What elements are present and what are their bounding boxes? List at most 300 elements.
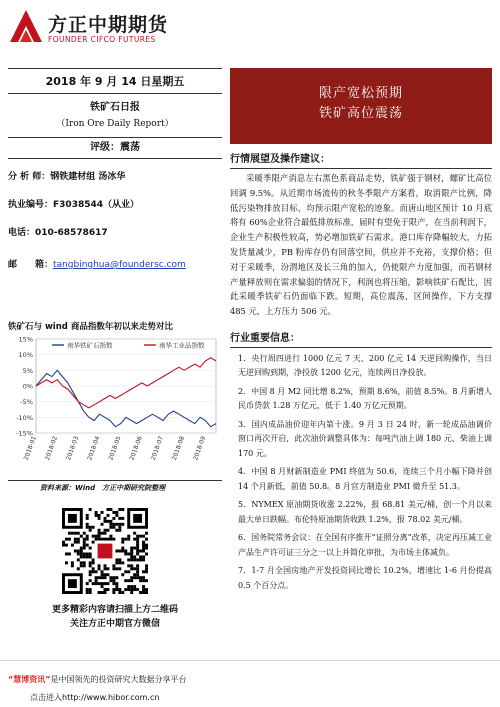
qr-module [89, 555, 92, 558]
qr-module [104, 517, 107, 520]
qr-module [101, 582, 104, 585]
qr-module [136, 564, 139, 567]
qr-module [104, 532, 107, 535]
qr-module [139, 555, 142, 558]
qr-module [86, 526, 89, 529]
qr-module [92, 561, 95, 564]
qr-module [83, 532, 86, 535]
qr-module [109, 523, 112, 526]
qr-module [133, 532, 136, 535]
qr-module [80, 535, 83, 538]
qr-module [98, 538, 101, 541]
qr-module [71, 561, 74, 564]
qr-module [98, 582, 101, 585]
right-column [230, 68, 492, 593]
qr-module [98, 576, 101, 579]
qr-module [98, 564, 101, 567]
qr-module [142, 588, 145, 591]
qr-module [142, 555, 145, 558]
qr-module [104, 588, 107, 591]
y-tick-label: 0% [22, 382, 33, 391]
qr-module [83, 538, 86, 541]
qr-module [89, 573, 92, 576]
qr-module [130, 585, 133, 588]
qr-module [145, 564, 148, 567]
company-name-en: FOUNDER CIFCO FUTURES [48, 35, 156, 44]
qr-module [106, 588, 109, 591]
qr-module [106, 529, 109, 532]
qr-module [80, 552, 83, 555]
qr-module [95, 576, 98, 579]
qr-module [92, 558, 95, 561]
qr-module [95, 514, 98, 517]
qr-module [133, 555, 136, 558]
qr-module [101, 591, 104, 594]
news-item: 7．1-7 月全国房地产开发投资同比增长 10.2%，增速比 1-6 月份提高 0.5 个百分点。 [238, 566, 492, 590]
qr-module [112, 538, 115, 541]
qr-module [109, 526, 112, 529]
x-tick-label: 2018-02 [43, 435, 60, 462]
qr-module [130, 579, 133, 582]
qr-module [139, 550, 142, 553]
qr-module [142, 547, 145, 550]
y-tick-label: -10% [16, 413, 33, 422]
x-tick-label: 2018-01 [22, 435, 38, 462]
comparison-chart [8, 333, 222, 463]
qr-module [83, 561, 86, 564]
qr-module [136, 570, 139, 573]
outlook-heading: 行情展望及操作建议： [230, 150, 492, 169]
qr-module [127, 588, 130, 591]
qr-module [136, 552, 139, 555]
qr-module [95, 511, 98, 514]
qr-module [142, 579, 145, 582]
qr-module [95, 535, 98, 538]
qr-module [124, 588, 127, 591]
qr-logo [98, 544, 113, 559]
qr-module [139, 535, 142, 538]
qr-module [112, 523, 115, 526]
qr-module [98, 532, 101, 535]
qr-module [121, 523, 124, 526]
qr-module [115, 523, 118, 526]
qr-module [124, 552, 127, 555]
qr-module [145, 532, 148, 535]
qr-module [127, 535, 130, 538]
qr-module [86, 591, 89, 594]
qr-module [112, 567, 115, 570]
qr-module [145, 591, 148, 594]
qr-module [133, 585, 136, 588]
qr-module [104, 529, 107, 532]
divider [8, 93, 222, 94]
qr-module [130, 555, 133, 558]
qr-module [136, 538, 139, 541]
qr-module [109, 535, 112, 538]
qr-module [104, 573, 107, 576]
qr-module [86, 535, 89, 538]
news-item: 6．国务院常务会议：在全国有序推开“证照分离”改革，决定再压减工业产品生产许可证三分之一以上并简化审批，为市场主体减负。 [238, 533, 492, 557]
qr-module [89, 570, 92, 573]
qr-module [133, 558, 136, 561]
phone-label: 电话： [8, 228, 36, 238]
qr-module [130, 547, 133, 550]
qr-module [130, 567, 133, 570]
footer-prefix: 点击进入 [30, 693, 62, 702]
qr-module [106, 573, 109, 576]
headline-banner [230, 68, 492, 144]
qr-module [98, 591, 101, 594]
qr-module [133, 573, 136, 576]
qr-module [124, 538, 127, 541]
qr-module [115, 558, 118, 561]
qr-module [142, 550, 145, 553]
qr-module [112, 588, 115, 591]
outlook-paragraph: 采暖季限产消息左右黑色系商品走势，铁矿强于钢材，螺矿比高位回调 9.5%。从近期市场流传的秋冬季限产方案看，取消限产比例，降低污染物排放目标，均预示限产宽松的迹象。而唐山地区预计 10 月底将有 60%企业符合最低排放标准，届时有望免于限产，在当前利润下，企业生产积极性较高，势必增加铁矿石需求。港口库存降幅较大，力拓发货量减少，PB 粉库存仍有回落空间，供应并不充裕，支撑价格；但对于采暖季，汾渭地区及长三角的加入，仍使限产力度加强，而若钢材产量释放则在需求偏弱的情况下，利润也将压缩，影响铁矿石配比，因此采暖季铁矿石仍面临下跌。短期，高位震荡，区间操作，下方支撑 485 元，上方压力 506 元。 [230, 173, 492, 317]
qr-module [77, 538, 80, 541]
qr-module [118, 567, 121, 570]
qr-module [136, 535, 139, 538]
report-title: 铁矿石日报 [90, 102, 140, 113]
qr-module [112, 511, 115, 514]
qr-module [77, 558, 80, 561]
qr-module [83, 564, 86, 567]
qr-module [104, 582, 107, 585]
qr-module [139, 576, 142, 579]
qr-module [121, 573, 124, 576]
qr-module [83, 547, 86, 550]
qr-module [145, 579, 148, 582]
qr-module [101, 585, 104, 588]
qr-module [136, 576, 139, 579]
qr-module [121, 517, 124, 520]
left-column [8, 68, 222, 271]
analyst-label: 分 析 师： [8, 172, 51, 182]
y-tick-label: 15% [18, 335, 33, 344]
qr-module [68, 552, 71, 555]
qr-module [109, 579, 112, 582]
qr-module [115, 585, 118, 588]
qr-module [106, 567, 109, 570]
company-name-cn: 方正中期期货 [48, 14, 169, 36]
qr-module [68, 538, 71, 541]
qr-module [86, 588, 89, 591]
phone-row [8, 227, 222, 239]
qr-module [121, 547, 124, 550]
qr-module [115, 514, 118, 517]
qr-module [98, 535, 101, 538]
qr-module [136, 550, 139, 553]
qr-module [112, 591, 115, 594]
qr-module [109, 538, 112, 541]
qr-module [92, 526, 95, 529]
wechat-qr-code[interactable] [62, 508, 148, 594]
qr-module [95, 582, 98, 585]
qr-module [65, 538, 68, 541]
news-item: 5．NYMEX 原油期货收涨 2.22%，报 68.81 美元/桶，创一个月以来最大单日跌幅。布伦特原油期货收跌 1.2%，报 78.02 美元/桶。 [238, 500, 492, 524]
qr-module [83, 544, 86, 547]
qr-module [115, 567, 118, 570]
qr-module [121, 591, 124, 594]
qr-module [130, 576, 133, 579]
qr-module [86, 517, 89, 520]
qr-module [118, 561, 121, 564]
qr-module [127, 585, 130, 588]
qr-module [112, 564, 115, 567]
qr-module [115, 561, 118, 564]
footer-divider [0, 660, 500, 661]
qr-module [130, 552, 133, 555]
qr-module [98, 517, 101, 520]
email-row [8, 259, 222, 271]
qr-module [80, 547, 83, 550]
qr-module [80, 555, 83, 558]
qr-module [104, 538, 107, 541]
qr-module [136, 573, 139, 576]
qr-module [106, 582, 109, 585]
qr-module [127, 579, 130, 582]
qr-module [145, 552, 148, 555]
news-item: 1．央行周四进行 1000 亿元 7 天、200 亿元 14 天逆回购操作，当日无逆回购到期，净投放 1200 亿元，连续两日净投放。 [238, 353, 492, 378]
x-tick-label: 2018-07 [149, 435, 165, 462]
qr-module [139, 558, 142, 561]
qr-module [104, 567, 107, 570]
qr-module [92, 570, 95, 573]
qr-module [77, 541, 80, 544]
qr-module [95, 538, 98, 541]
cert-value: F3038544（从业） [53, 200, 139, 210]
qr-module [109, 576, 112, 579]
qr-module [101, 538, 104, 541]
qr-module [145, 588, 148, 591]
qr-module [139, 591, 142, 594]
rating: 评级：震荡 [90, 142, 140, 153]
qr-module [115, 588, 118, 591]
qr-module [136, 541, 139, 544]
cert-row [8, 199, 222, 211]
company-logo [8, 6, 208, 66]
qr-module [89, 561, 92, 564]
qr-module [121, 541, 124, 544]
qr-module [142, 576, 145, 579]
qr-module [142, 570, 145, 573]
qr-module [133, 547, 136, 550]
x-tick-label: 2018-08 [170, 435, 187, 462]
qr-module [101, 511, 104, 514]
qr-module [71, 532, 74, 535]
x-tick-label: 2018-04 [86, 435, 102, 462]
qr-module [104, 564, 107, 567]
qr-module [86, 514, 89, 517]
qr-module [115, 582, 118, 585]
report-subtitle: （Iron Ore Daily Report） [56, 119, 174, 129]
email-link[interactable]: tangbinghua@foundersc.com [53, 260, 186, 270]
footer-url-link[interactable]: http://www.hibor.com.cn [62, 693, 160, 702]
qr-module [74, 532, 77, 535]
qr-module [106, 538, 109, 541]
qr-module [112, 526, 115, 529]
email-label: 邮 箱： [8, 260, 54, 270]
divider [8, 158, 222, 159]
qr-module [130, 550, 133, 553]
qr-module [118, 591, 121, 594]
qr-module [77, 552, 80, 555]
qr-module [118, 550, 121, 553]
divider [8, 480, 222, 481]
qr-module [118, 558, 121, 561]
qr-module [118, 526, 121, 529]
qr-module [136, 588, 139, 591]
qr-module [65, 544, 68, 547]
qr-module [112, 517, 115, 520]
qr-caption-2: 关注方正中期官方微信 [69, 619, 160, 629]
qr-module [95, 570, 98, 573]
qr-module [104, 591, 107, 594]
qr-module [112, 582, 115, 585]
qr-module [92, 541, 95, 544]
series-line-1 [36, 370, 216, 426]
qr-module [118, 523, 121, 526]
qr-module [139, 579, 142, 582]
qr-module [101, 532, 104, 535]
qr-module [130, 588, 133, 591]
qr-module [92, 567, 95, 570]
headline-line-2: 铁矿高位震荡 [318, 106, 403, 121]
news-item: 2．中国 8 月 M2 同比增 8.2%，预期 8.6%，前值 8.5%。8 月新增人民币贷款 1.28 万亿元，低于 1.40 万亿元预期。 [238, 386, 492, 411]
qr-module [68, 532, 71, 535]
qr-module [145, 570, 148, 573]
qr-module [121, 550, 124, 553]
qr-module [89, 591, 92, 594]
qr-module [101, 573, 104, 576]
qr-module [86, 555, 89, 558]
qr-module [142, 585, 145, 588]
headline-line-1: 限产宽松预期 [318, 86, 403, 101]
qr-module [86, 552, 89, 555]
qr-module [80, 564, 83, 567]
chart-title: 铁矿石与 wind 商品指数年初以来走势对比 [8, 322, 173, 332]
qr-module [77, 532, 80, 535]
qr-module [98, 514, 101, 517]
founder-logo-icon [8, 8, 44, 44]
qr-module [121, 508, 124, 511]
footer-brand[interactable]: “慧博资讯” [8, 675, 51, 684]
footer-line-2 [30, 692, 159, 703]
qr-module [98, 567, 101, 570]
qr-module [106, 508, 109, 511]
qr-module [71, 564, 74, 567]
news-heading: 行业重要信息： [230, 329, 492, 348]
footer-tagline: 是中国领先的投资研究大数据分享平台 [50, 675, 187, 684]
qr-module [136, 558, 139, 561]
qr-module [62, 541, 65, 544]
qr-module [136, 567, 139, 570]
cert-label: 执业编号： [8, 200, 54, 210]
qr-module [124, 579, 127, 582]
qr-module [127, 558, 130, 561]
qr-module [115, 576, 118, 579]
qr-module [89, 508, 92, 511]
qr-module [83, 555, 86, 558]
qr-module [115, 511, 118, 514]
qr-module [83, 552, 86, 555]
qr-module [130, 558, 133, 561]
qr-module [62, 544, 65, 547]
qr-module [101, 523, 104, 526]
qr-module [142, 541, 145, 544]
qr-module [89, 526, 92, 529]
analyst-value: 钢铁建材组 汤冰华 [50, 172, 126, 182]
qr-module [74, 550, 77, 553]
qr-module [142, 591, 145, 594]
qr-module [104, 520, 107, 523]
qr-module [77, 567, 80, 570]
qr-module [142, 544, 145, 547]
qr-module [133, 576, 136, 579]
qr-module [121, 538, 124, 541]
qr-module [118, 588, 121, 591]
qr-module [104, 576, 107, 579]
qr-module [65, 552, 68, 555]
qr-module [115, 529, 118, 532]
legend-label: 南华工业品指数 [159, 341, 205, 350]
qr-module [136, 544, 139, 547]
qr-module [118, 508, 121, 511]
qr-module [124, 570, 127, 573]
qr-module [101, 576, 104, 579]
qr-module [98, 529, 101, 532]
news-item: 3．国内成品油价迎年内第十涨。9 月 3 日 24 时，新一轮成品油调价窗口再次开启，此次油价调整具体为：每吨汽油上调 180 元、柴油上调 170 元。 [238, 419, 492, 458]
qr-module [112, 576, 115, 579]
qr-module [89, 564, 92, 567]
qr-module [118, 517, 121, 520]
qr-module [124, 550, 127, 553]
qr-module [80, 550, 83, 553]
qr-module [65, 561, 68, 564]
legend-label: 南华铁矿石指数 [67, 341, 113, 350]
qr-module [130, 591, 133, 594]
qr-module [145, 538, 148, 541]
qr-module [127, 564, 130, 567]
qr-module [92, 535, 95, 538]
x-tick-label: 2018-05 [107, 435, 123, 462]
qr-module [83, 541, 86, 544]
qr-module [89, 529, 92, 532]
qr-module [127, 552, 130, 555]
y-tick-label: -15% [16, 429, 33, 438]
y-tick-label: 5% [22, 366, 33, 375]
qr-module [71, 544, 74, 547]
qr-module [115, 550, 118, 553]
qr-module [142, 535, 145, 538]
qr-module [133, 567, 136, 570]
qr-module [86, 523, 89, 526]
qr-module [92, 582, 95, 585]
qr-module [89, 588, 92, 591]
qr-module [112, 579, 115, 582]
qr-module [74, 538, 77, 541]
report-date: 2018 年 9 月 14 日星期五 [45, 75, 185, 88]
qr-module [74, 541, 77, 544]
chart-source: 资料来源：Wind 方正中期研究院整理 [40, 484, 166, 492]
x-tick-label: 2018-09 [192, 435, 208, 462]
qr-module [106, 520, 109, 523]
x-tick-label: 2018-03 [65, 435, 81, 462]
qr-module [89, 547, 92, 550]
footer-line-1 [8, 674, 187, 685]
qr-module [95, 579, 98, 582]
qr-module [133, 588, 136, 591]
